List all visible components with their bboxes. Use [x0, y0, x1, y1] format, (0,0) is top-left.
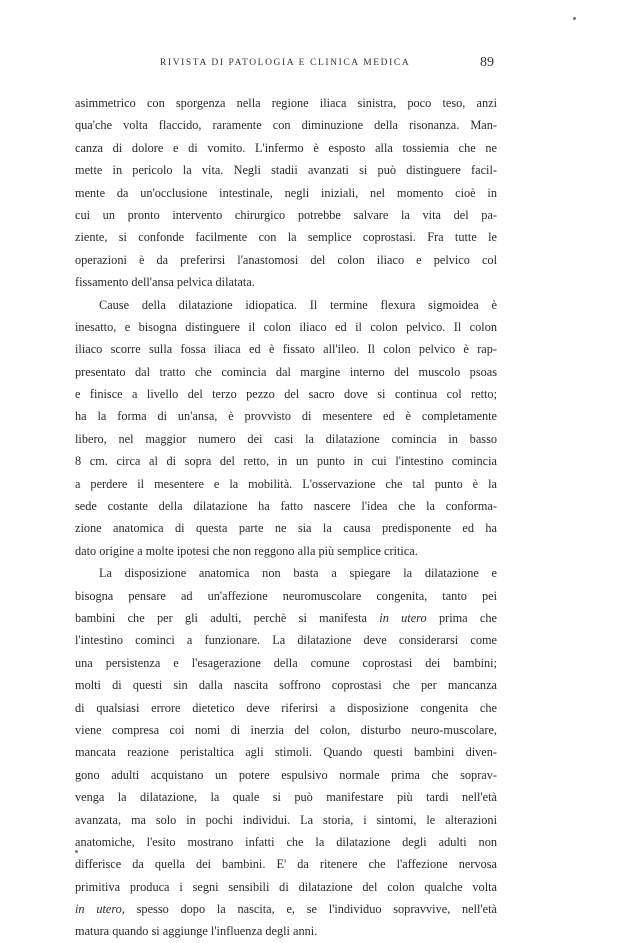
scan-speck — [75, 850, 78, 853]
text-line-with-italic — [75, 898, 497, 920]
page-number: 89 — [480, 55, 494, 70]
text-line: primitiva produca i segni sensibili di dilatazione del colon qualche volta — [75, 879, 497, 894]
text-segment: prima che — [426, 610, 497, 625]
text-line: asimmetrico con sporgenza nella regione iliaca sinistra, poco teso, anzi — [75, 96, 497, 110]
paragraph-start-line: Cause della dilatazione idiopatica. Il termine flexura sigmoidea è — [99, 297, 497, 312]
text-line: differisce da quella dei bambini. E' da ritenere che l'affezione nervosa — [75, 857, 497, 872]
italic-latin-phrase: in utero — [75, 902, 122, 917]
text-line: qua'che volta flaccido, raramente con diminuzione della risonanza. Man- — [75, 118, 497, 133]
text-line: libero, nel maggior numero dei casi la dilatazione comincia in basso — [75, 431, 497, 446]
text-line: di qualsiasi errore dietetico deve riferirsi a disposizione congenita che — [75, 700, 497, 715]
text-line: dato origine a molte ipotesi che non reggono alla più semplice critica. — [75, 543, 418, 558]
text-line: ha la forma di un'ansa, è provvisto di mesentere ed è completamente — [75, 409, 497, 424]
text-line: matura quando si aggiunge l'influenza degli anni. — [75, 924, 318, 939]
text-line: fissamento dell'ansa pelvica dilatata. — [75, 275, 255, 290]
text-line: a perdere il mesentere e la mobilità. L'osservazione che tal punto è la — [75, 476, 497, 491]
text-line: mente da un'occlusione intestinale, negli iniziali, nel momento cioè in — [75, 185, 497, 200]
text-line: l'intestino cominci a funzionare. La dilatazione deve considerarsi come — [75, 633, 497, 648]
text-segment: bambini che per gli adulti, perchè si manifesta — [75, 610, 380, 625]
text-line: mancata reazione peristaltica agli stimoli. Quando questi bambini diven- — [75, 745, 497, 760]
body-text — [75, 92, 497, 943]
text-line: 8 cm. circa al di sopra del retto, in un punto in cui l'intestino comincia — [75, 454, 497, 469]
text-segment: , spesso dopo la nascita, e, se l'individuo sopravvive, nell'età — [121, 902, 498, 917]
text-line: zione anatomica di questa parte ne sia la causa predisponente ed ha — [75, 521, 497, 536]
text-line: molti di questi sin dalla nascita soffrono coprostasi che per mancanza — [75, 678, 497, 693]
text-line: venga la dilatazione, la quale si può manifestare più tardi nell'età — [75, 790, 497, 805]
paragraph-start-line: La disposizione anatomica non basta a spiegare la dilatazione e — [99, 566, 497, 581]
text-line: e finisce a livello del terzo pezzo del sacro dove si continua col retto; — [75, 387, 497, 402]
text-line: viene compresa coi nomi di inerzia del colon, disturbo neuro-muscolare, — [75, 722, 497, 737]
text-line: cui un pronto intervento chirurgico potrebbe salvare la vita del pa- — [75, 207, 497, 222]
text-line: ziente, si confonde facilmente con la semplice coprostasi. Fra tutte le — [75, 230, 497, 245]
text-line: iliaco scorre sulla fossa iliaca ed è fissato all'ileo. Il colon pelvico è rap- — [75, 342, 497, 357]
text-line: avanzata, ma solo in pochi individui. La storia, i sintomi, le alterazioni — [75, 812, 497, 827]
running-head-title: RIVISTA DI PATOLOGIA E CLINICA MEDICA — [160, 58, 411, 68]
text-line: mette in pericolo la vita. Negli stadii avanzati si può distinguere facil- — [75, 163, 497, 178]
text-line: canza di dolore e di vomito. L'infermo è esposto alla tossiemia che ne — [75, 140, 497, 155]
italic-latin-phrase: in utero — [379, 610, 427, 625]
text-line: anatomiche, l'esito mostrano infatti che la dilatazione degli adulti non — [75, 834, 497, 849]
text-line: operazioni è da preferirsi l'anastomosi del colon iliaco e pelvico col — [75, 252, 497, 267]
scan-speck — [573, 17, 576, 20]
text-line: presentato dal tratto che comincia dal margine interno del muscolo psoas — [75, 364, 497, 379]
text-line: sede costante della dilatazione ha fatto nascere l'idea che la conforma- — [75, 499, 497, 514]
text-line-with-italic — [75, 607, 497, 629]
text-line: inesatto, e bisogna distinguere il colon iliaco ed il colon pelvico. Il colon — [75, 319, 497, 334]
text-line: una persistenza e l'esagerazione della comune coprostasi dei bambini; — [75, 655, 497, 670]
text-line: bisogna pensare ad un'affezione neuromuscolare congenita, tanto pei — [75, 588, 497, 603]
text-line: gono adulti acquistano un potere espulsivo normale prima che soprav- — [75, 767, 497, 782]
